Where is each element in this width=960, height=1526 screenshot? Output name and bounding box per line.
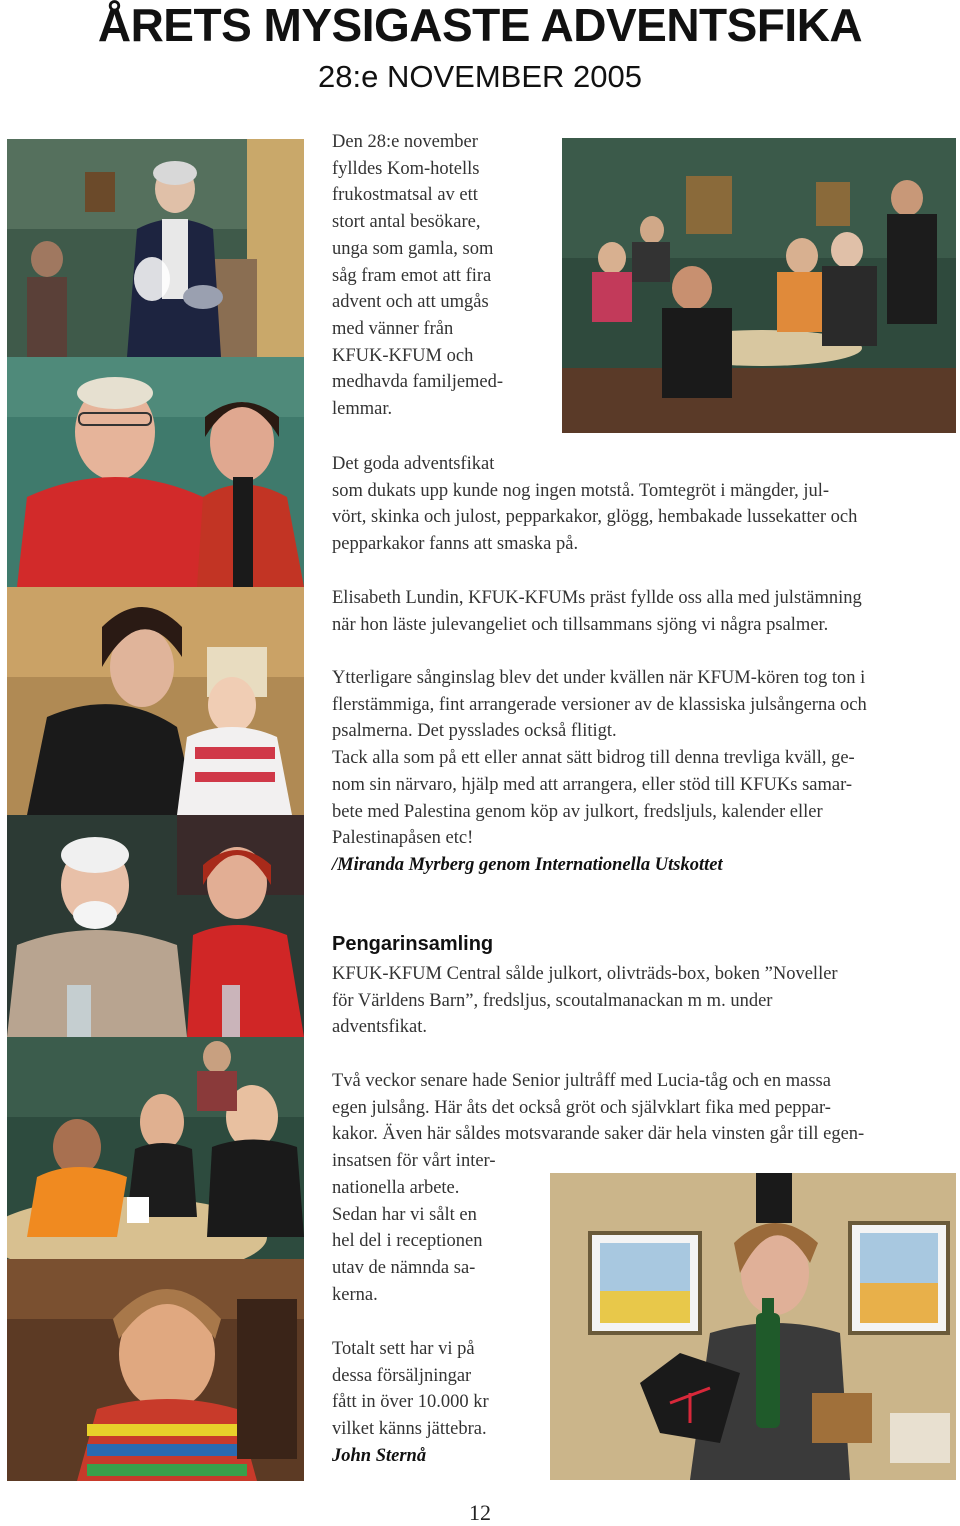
signature-john: John Sternå (332, 1445, 427, 1466)
text-line: nom sin närvaro, hjälp med att arrangera, eller stöd till KFUKs samar- (332, 774, 853, 795)
text-line: lemmar. (332, 399, 393, 420)
priest-paragraph (332, 585, 862, 638)
text-line: pepparkakor fanns att smaska på. (332, 534, 579, 555)
senior-paragraph (332, 1068, 864, 1308)
text-line: psalmerna. Det pysslades också flitigt. (332, 721, 617, 742)
page-number: 12 (469, 1500, 491, 1525)
text-line: nationella arbete. (332, 1177, 460, 1198)
text-line: för Världens Barn”, fredsljus, scoutalmanackan m m. under (332, 990, 773, 1011)
text-line: Elisabeth Lundin, KFUK-KFUMs präst fyllde oss alla med julstämning (332, 588, 862, 608)
text-line: vört, skinka och julost, pepparkakor, glögg, hembakade lussekatter och (332, 507, 858, 528)
photo-couple-smiling (7, 357, 304, 587)
text-line: unga som gamla, som (332, 238, 494, 259)
text-line: vilket känns jättebra. (332, 1419, 487, 1440)
signature-miranda: /Miranda Myrberg genom Internationella Utskottet (332, 854, 723, 875)
text-line: när hon läste julevangeliet och tillsammans sjöng vi några psalmer. (332, 614, 829, 635)
text-line: Ytterligare sånginslag blev det under kvällen när KFUM-kören tog ton i (332, 668, 866, 688)
event-date: 28:e NOVEMBER 2005 (318, 59, 642, 94)
text-line: fått in över 10.000 kr (332, 1392, 489, 1413)
text-line: insatsen för vårt inter- (332, 1151, 496, 1172)
text-line: såg fram emot att fira (332, 265, 492, 286)
text-line: hel del i receptionen (332, 1231, 483, 1252)
text-line: Tack alla som på ett eller annat sätt bidrog till denna trevliga kväll, ge- (332, 748, 855, 769)
fika-paragraph (332, 451, 857, 558)
text-line: fylldes Kom-hotells (332, 158, 480, 179)
page-title: ÅRETS MYSIGASTE ADVENTSFIKA (97, 0, 863, 51)
text-line: utav de nämnda sa- (332, 1257, 476, 1278)
photo-striped-sweater-woman (7, 1259, 304, 1481)
text-line: Det goda adventsfikat (332, 454, 495, 474)
text-line: adventsfikat. (332, 1017, 428, 1038)
text-line: Sedan har vi sålt en (332, 1204, 477, 1225)
text-line: frukostmatsal av ett (332, 185, 478, 206)
photo-crowded-room (562, 138, 956, 433)
text-line: flerstämmiga, fint arrangerade versioner av de klassiska julsångerna och (332, 694, 867, 715)
text-line: advent och att umgås (332, 292, 489, 313)
text-line: som dukats upp kunde nog ingen motstå. Tomtegröt i mängder, jul- (332, 480, 830, 501)
photo-mother-and-baby (7, 587, 304, 815)
intro-paragraph (332, 129, 503, 423)
text-line: kerna. (332, 1284, 378, 1305)
text-line: Två veckor senare hade Senior jultråff med Lucia-tåg och en massa (332, 1071, 831, 1091)
text-line: Den 28:e november (332, 132, 478, 152)
text-line: medhavda familjemed- (332, 372, 504, 393)
photo-woman-with-bowl (7, 139, 304, 357)
song-paragraph (332, 665, 867, 879)
fundraising-paragraph (332, 961, 838, 1041)
text-line: egen julsång. Här åts det också gröt och självklart fika med peppar- (332, 1097, 831, 1118)
text-line: KFUK-KFUM och (332, 345, 474, 366)
photo-older-couple (7, 815, 304, 1037)
text-line: Totalt sett har vi på (332, 1339, 475, 1359)
text-line: med vänner från (332, 318, 454, 339)
text-line: Palestinapåsen etc! (332, 828, 474, 849)
total-paragraph (332, 1336, 489, 1470)
text-line: bete med Palestina genom köp av julkort, fredsljuls, kalender eller (332, 801, 823, 822)
text-line: KFUK-KFUM Central sålde julkort, olivträds-box, boken ”Noveller (332, 964, 838, 984)
text-line: dessa försäljningar (332, 1365, 472, 1386)
fundraising-heading: Pengarinsamling (332, 933, 494, 955)
text-line: stort antal besökare, (332, 212, 481, 233)
text-line: kakor. Även här såldes motsvarande saker där hela vinsten går till egen- (332, 1124, 865, 1145)
photo-group-at-table (7, 1037, 304, 1259)
